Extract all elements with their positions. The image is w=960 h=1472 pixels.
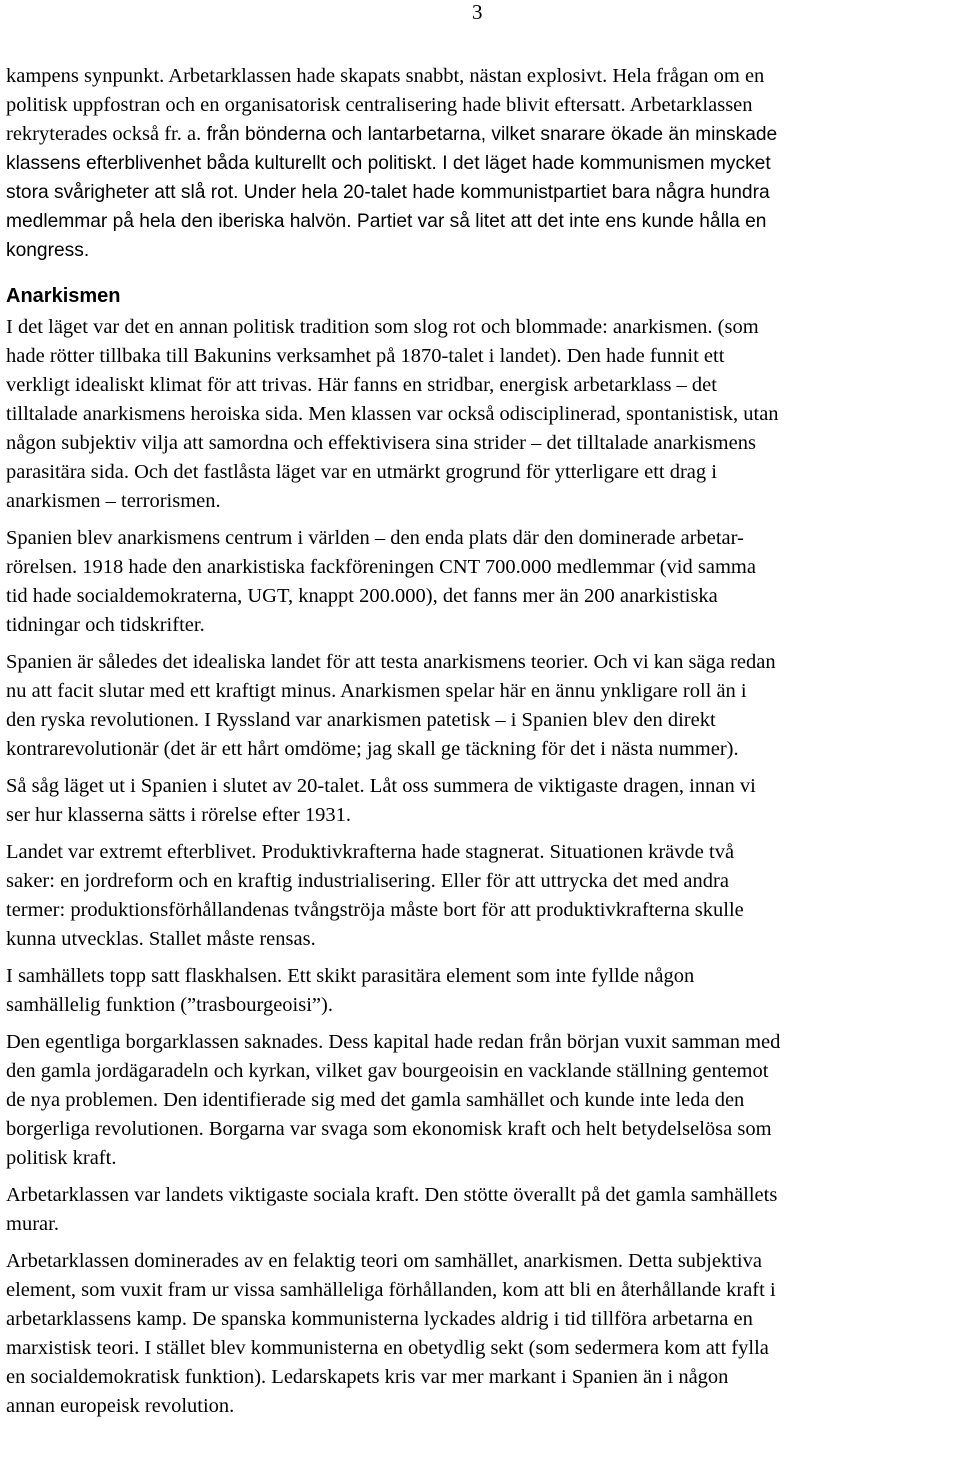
- text-line: Spanien är således det idealiska landet för att testa anarkismens teorier. Och vi kan säga redan: [6, 651, 776, 673]
- text-line: kunna utvecklas. Stallet måste rensas.: [6, 928, 316, 950]
- text-line: hade rötter tillbaka till Bakunins verksamhet på 1870-talet i landet). Den hade funnit ett: [6, 345, 725, 367]
- text-line: nu att facit slutar med ett kraftigt minus. Anarkismen spelar här en ännu ynkligare roll än i: [6, 680, 747, 702]
- text-line: arbetarklassens kamp. De spanska kommunisterna lyckades aldrig i tid tillföra arbetarna en: [6, 1308, 753, 1330]
- text-line: verkligt idealiskt klimat för att trivas. Här fanns en stridbar, energisk arbetarklass – det: [6, 374, 717, 396]
- text-line: de nya problemen. Den identifierade sig med det gamla samhället och kunde inte leda den: [6, 1089, 745, 1111]
- paragraph-spain-center: [6, 524, 956, 640]
- text-line: en socialdemokratisk funktion). Ledarskapets kris var mer markant i Spanien än i någon: [6, 1366, 729, 1388]
- text-line: Den egentliga borgarklassen saknades. Dess kapital hade redan från början vuxit samman med: [6, 1031, 781, 1053]
- text-line: tidningar och tidskrifter.: [6, 614, 205, 636]
- text-line-mixed: [6, 120, 956, 149]
- text-line: anarkismen – terrorismen.: [6, 490, 221, 512]
- text-line: kontrarevolutionär (det är ett hårt omdöme; jag skall ge täckning för det i nästa nummer).: [6, 738, 739, 760]
- text-line: kongress.: [6, 240, 90, 261]
- text-segment: rekryterades också fr. a.: [6, 123, 202, 145]
- text-line: klassens efterblivenhet båda kulturellt och politiskt. I det läget hade kommunismen mycket: [6, 153, 771, 174]
- text-line: någon subjektiv vilja att samordna och effektivisera sina strider – det tilltalade anarkismens: [6, 432, 756, 454]
- text-line: Arbetarklassen var landets viktigaste sociala kraft. Den stötte överallt på det gamla samhällets: [6, 1184, 778, 1206]
- paragraph-summary-intro: [6, 772, 956, 830]
- text-line: Spanien blev anarkismens centrum i världen – den enda plats där den dominerade arbetar-: [6, 527, 744, 549]
- paragraph-ideal-country: [6, 648, 956, 764]
- text-line: tilltalade anarkismens heroiska sida. Men klassen var också odisciplinerad, spontanistisk, utan: [6, 403, 779, 425]
- text-line: marxistisk teori. I stället blev kommunisterna en obetydlig sekt (som sedermera kom att fylla: [6, 1337, 769, 1359]
- text-line: annan europeisk revolution.: [6, 1395, 235, 1417]
- text-line: politisk kraft.: [6, 1147, 117, 1169]
- text-line: medlemmar på hela den iberiska halvön. Partiet var så litet att det inte ens kunde hålla en: [6, 211, 767, 232]
- paragraph-anarchism: [6, 313, 956, 516]
- text-line: borgerliga revolutionen. Borgarna var svaga som ekonomisk kraft och helt betydelselösa som: [6, 1118, 772, 1140]
- text-line: politisk uppfostran och en organisatorisk centralisering hade blivit eftersatt. Arbetarklassen: [6, 94, 753, 116]
- text-line: Så såg läget ut i Spanien i slutet av 20-talet. Låt oss summera de viktigaste dragen, innan vi: [6, 775, 756, 797]
- page-number: 3: [472, 0, 483, 24]
- text-line: rörelsen. 1918 hade den anarkistiska fackföreningen CNT 700.000 medlemmar (vid samma: [6, 556, 756, 578]
- text-segment-sans: från bönderna och lantarbetarna, vilket snarare ökade än minskade: [201, 124, 778, 145]
- paragraph-bourgeoisie: [6, 1028, 956, 1173]
- paragraph-intro: [6, 62, 956, 265]
- paragraph-working-class: [6, 1181, 956, 1239]
- text-line: tid hade socialdemokraterna, UGT, knappt 200.000), det fanns mer än 200 anarkistiska: [6, 585, 718, 607]
- text-line: element, som vuxit fram ur vissa samhälleliga förhållanden, kom att bli en återhållande kraft i: [6, 1279, 776, 1301]
- text-line: termer: produktionsförhållandenas tvångströja måste bort för att produktivkrafterna skulle: [6, 899, 744, 921]
- text-line: stora svårigheter att slå rot. Under hela 20-talet hade kommunistpartiet bara några hundra: [6, 182, 770, 203]
- text-line: samhällelig funktion (”trasbourgeoisi”).: [6, 994, 333, 1016]
- section-heading: Anarkismen: [6, 285, 121, 307]
- text-line: I samhällets topp satt flaskhalsen. Ett skikt parasitära element som inte fyllde någon: [6, 965, 695, 987]
- text-line: I det läget var det en annan politisk tradition som slog rot och blommade: anarkismen. (som: [6, 316, 759, 338]
- text-line: den ryska revolutionen. I Ryssland var anarkismen patetisk – i Spanien blev den direkt: [6, 709, 716, 731]
- paragraph-false-theory: [6, 1247, 956, 1421]
- text-line: Arbetarklassen dominerades av en felaktig teori om samhället, anarkismen. Detta subjektiva: [6, 1250, 762, 1272]
- text-line: murar.: [6, 1213, 59, 1235]
- text-line: saker: en jordreform och en kraftig industrialisering. Eller för att uttrycka det med andra: [6, 870, 729, 892]
- text-line: den gamla jordägaradeln och kyrkan, vilket gav bourgeoisin en vacklande ställning gentemot: [6, 1060, 769, 1082]
- text-line: Landet var extremt efterblivet. Produktivkrafterna hade stagnerat. Situationen krävde två: [6, 841, 735, 863]
- text-line: ser hur klasserna sätts i rörelse efter 1931.: [6, 804, 351, 826]
- document-body: [6, 62, 956, 1421]
- paragraph-backward-country: [6, 838, 956, 954]
- paragraph-bottleneck: [6, 962, 956, 1020]
- text-line: kampens synpunkt. Arbetarklassen hade skapats snabbt, nästan explosivt. Hela frågan om en: [6, 65, 765, 87]
- text-line: parasitära sida. Och det fastlåsta läget var en utmärkt grogrund för ytterligare ett drag i: [6, 461, 717, 483]
